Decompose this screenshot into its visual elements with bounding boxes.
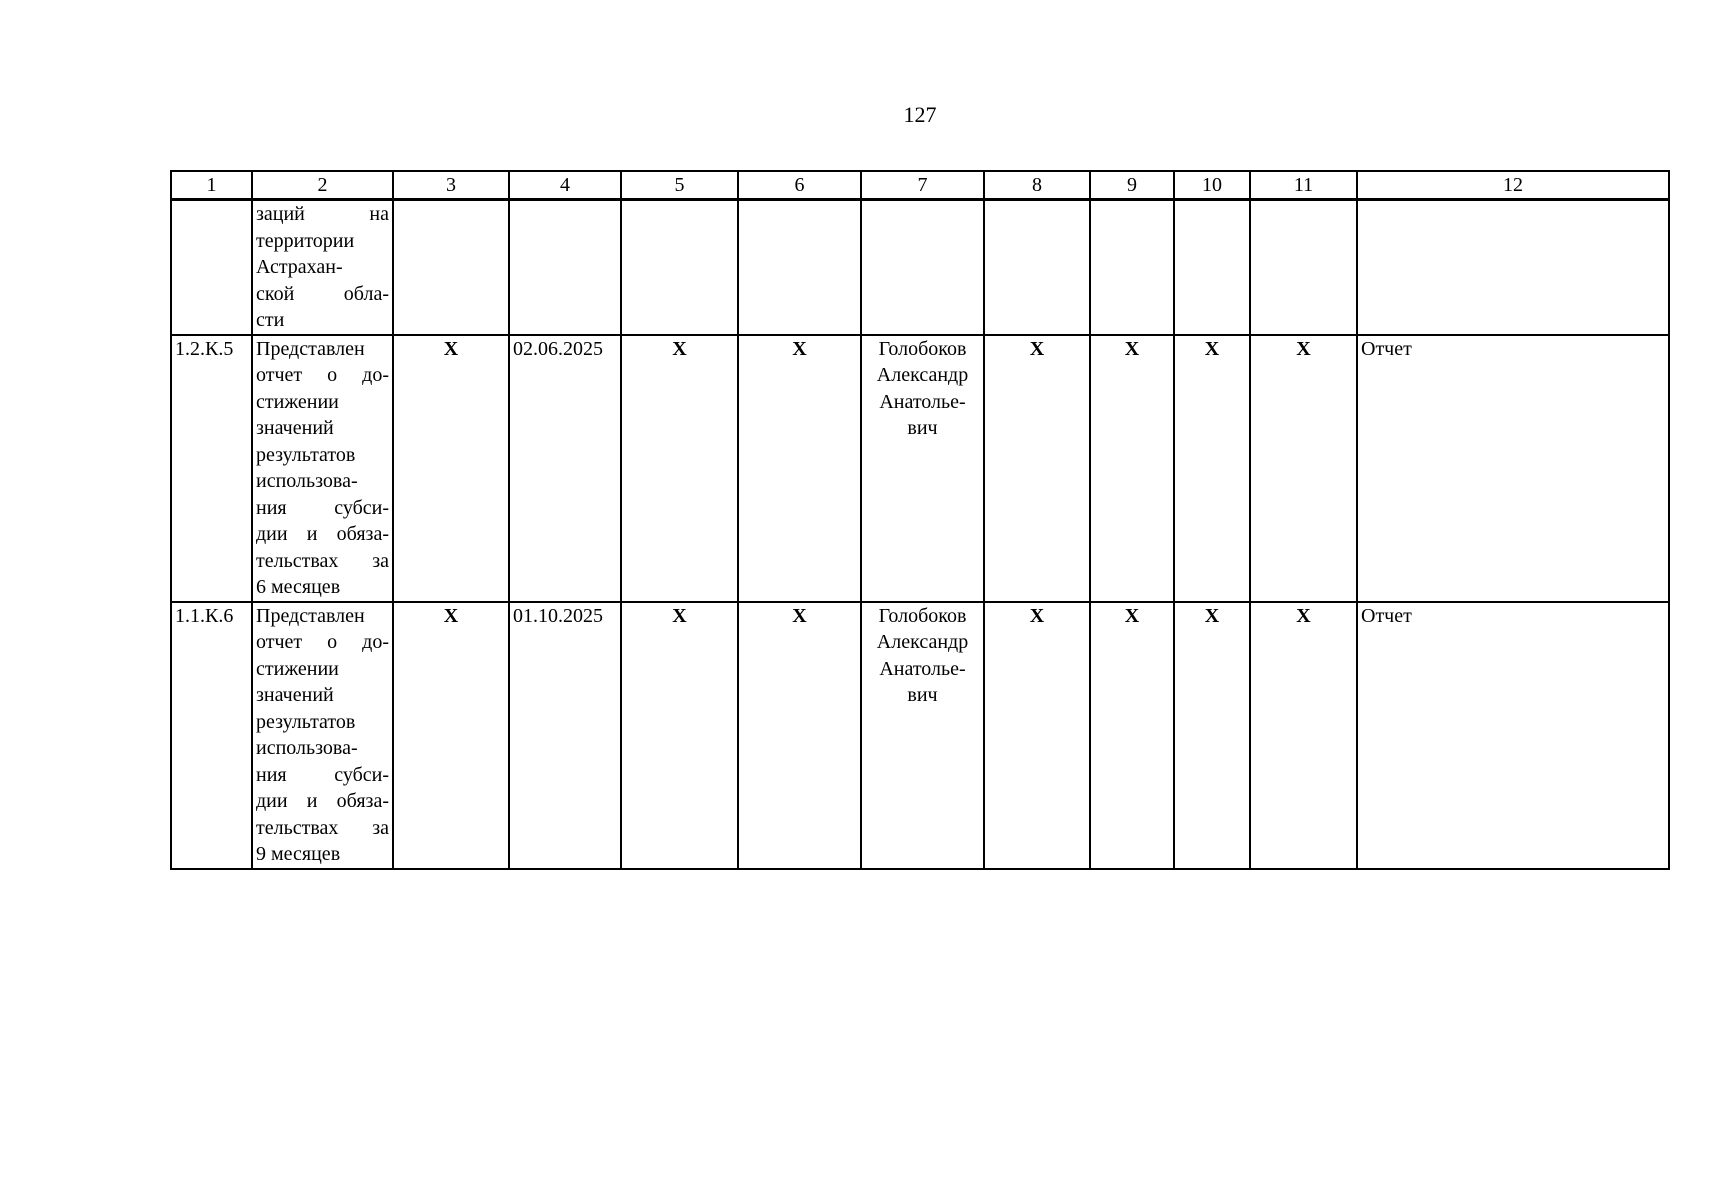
header-row	[171, 171, 1669, 200]
cell-responsible	[861, 602, 984, 869]
responsible-line: Анатолье-	[879, 657, 966, 680]
description-line: использова-	[256, 470, 358, 492]
responsible-line: вич	[907, 684, 938, 706]
description-line: заций на	[256, 203, 389, 225]
cell-empty	[621, 200, 738, 335]
cell-empty	[1250, 200, 1357, 335]
description-line: значений	[256, 417, 334, 439]
description-line: тельствах за	[256, 816, 389, 839]
cell-mark: X	[1250, 602, 1357, 869]
description-line: результатов	[256, 443, 356, 466]
responsible-line: Александр	[876, 631, 969, 653]
cell-empty	[393, 200, 509, 335]
column-header-1: 1	[171, 171, 252, 200]
column-header-7: 7	[861, 171, 984, 200]
responsible-line: Голобоков	[878, 337, 967, 360]
cell-description	[252, 602, 393, 869]
cell-responsible	[861, 335, 984, 602]
table-row-continuation	[171, 200, 1669, 335]
column-header-3: 3	[393, 171, 509, 200]
page-number: 127	[903, 102, 937, 127]
cell-code	[171, 200, 252, 335]
cell-mark: X	[984, 602, 1090, 869]
description-line: ния субси-	[256, 496, 389, 519]
cell-mark: X	[393, 335, 509, 602]
column-header-2: 2	[252, 171, 393, 200]
cell-mark: X	[621, 335, 738, 602]
cell-empty	[1357, 200, 1669, 335]
cell-description	[252, 335, 393, 602]
description-line: сти	[256, 309, 285, 331]
cell-code: 1.1.К.6	[171, 602, 252, 869]
description-line: ской обла-	[256, 282, 389, 305]
description-line: 6 месяцев	[256, 576, 341, 598]
description-line: Представлен	[256, 337, 365, 360]
cell-mark: X	[1250, 335, 1357, 602]
cell-mark: X	[393, 602, 509, 869]
cell-date: 02.06.2025	[509, 335, 621, 602]
table-row	[171, 335, 1669, 602]
description-line: ния субси-	[256, 763, 389, 786]
column-header-10: 10	[1174, 171, 1250, 200]
column-header-11: 11	[1250, 171, 1357, 200]
description-line: отчет о до-	[256, 364, 389, 386]
responsible-line: Голобоков	[878, 604, 967, 627]
description-line: дии и обяза-	[256, 790, 389, 812]
cell-mark: X	[1174, 335, 1250, 602]
description-line: использова-	[256, 737, 358, 759]
cell-mark: X	[738, 602, 861, 869]
cell-empty	[509, 200, 621, 335]
cell-mark: X	[984, 335, 1090, 602]
description-line: Астрахан-	[256, 256, 343, 278]
cell-mark: X	[1174, 602, 1250, 869]
description-line: результатов	[256, 710, 356, 733]
cell-empty	[861, 200, 984, 335]
description-line: Представлен	[256, 604, 365, 627]
responsible-line: Анатолье-	[879, 390, 966, 413]
responsible-line: вич	[907, 417, 938, 439]
description-line: стижении	[256, 657, 339, 680]
plan-table	[170, 170, 1670, 870]
column-header-4: 4	[509, 171, 621, 200]
cell-result: Отчет	[1357, 602, 1669, 869]
column-header-5: 5	[621, 171, 738, 200]
description-line: дии и обяза-	[256, 523, 389, 545]
cell-code: 1.2.К.5	[171, 335, 252, 602]
description-line: стижении	[256, 390, 339, 413]
column-header-6: 6	[738, 171, 861, 200]
cell-empty	[984, 200, 1090, 335]
cell-description	[252, 200, 393, 335]
description-line: значений	[256, 684, 334, 706]
cell-mark: X	[1090, 335, 1174, 602]
description-line: территории	[256, 229, 355, 252]
cell-empty	[1090, 200, 1174, 335]
cell-empty	[1174, 200, 1250, 335]
table-row	[171, 602, 1669, 869]
cell-result: Отчет	[1357, 335, 1669, 602]
cell-mark: X	[738, 335, 861, 602]
column-header-12: 12	[1357, 171, 1669, 200]
responsible-line: Александр	[876, 364, 969, 386]
description-line: 9 месяцев	[256, 843, 341, 865]
description-line: отчет о до-	[256, 631, 389, 653]
cell-date: 01.10.2025	[509, 602, 621, 869]
cell-mark: X	[621, 602, 738, 869]
description-line: тельствах за	[256, 549, 389, 572]
column-header-8: 8	[984, 171, 1090, 200]
cell-empty	[738, 200, 861, 335]
column-header-9: 9	[1090, 171, 1174, 200]
cell-mark: X	[1090, 602, 1174, 869]
